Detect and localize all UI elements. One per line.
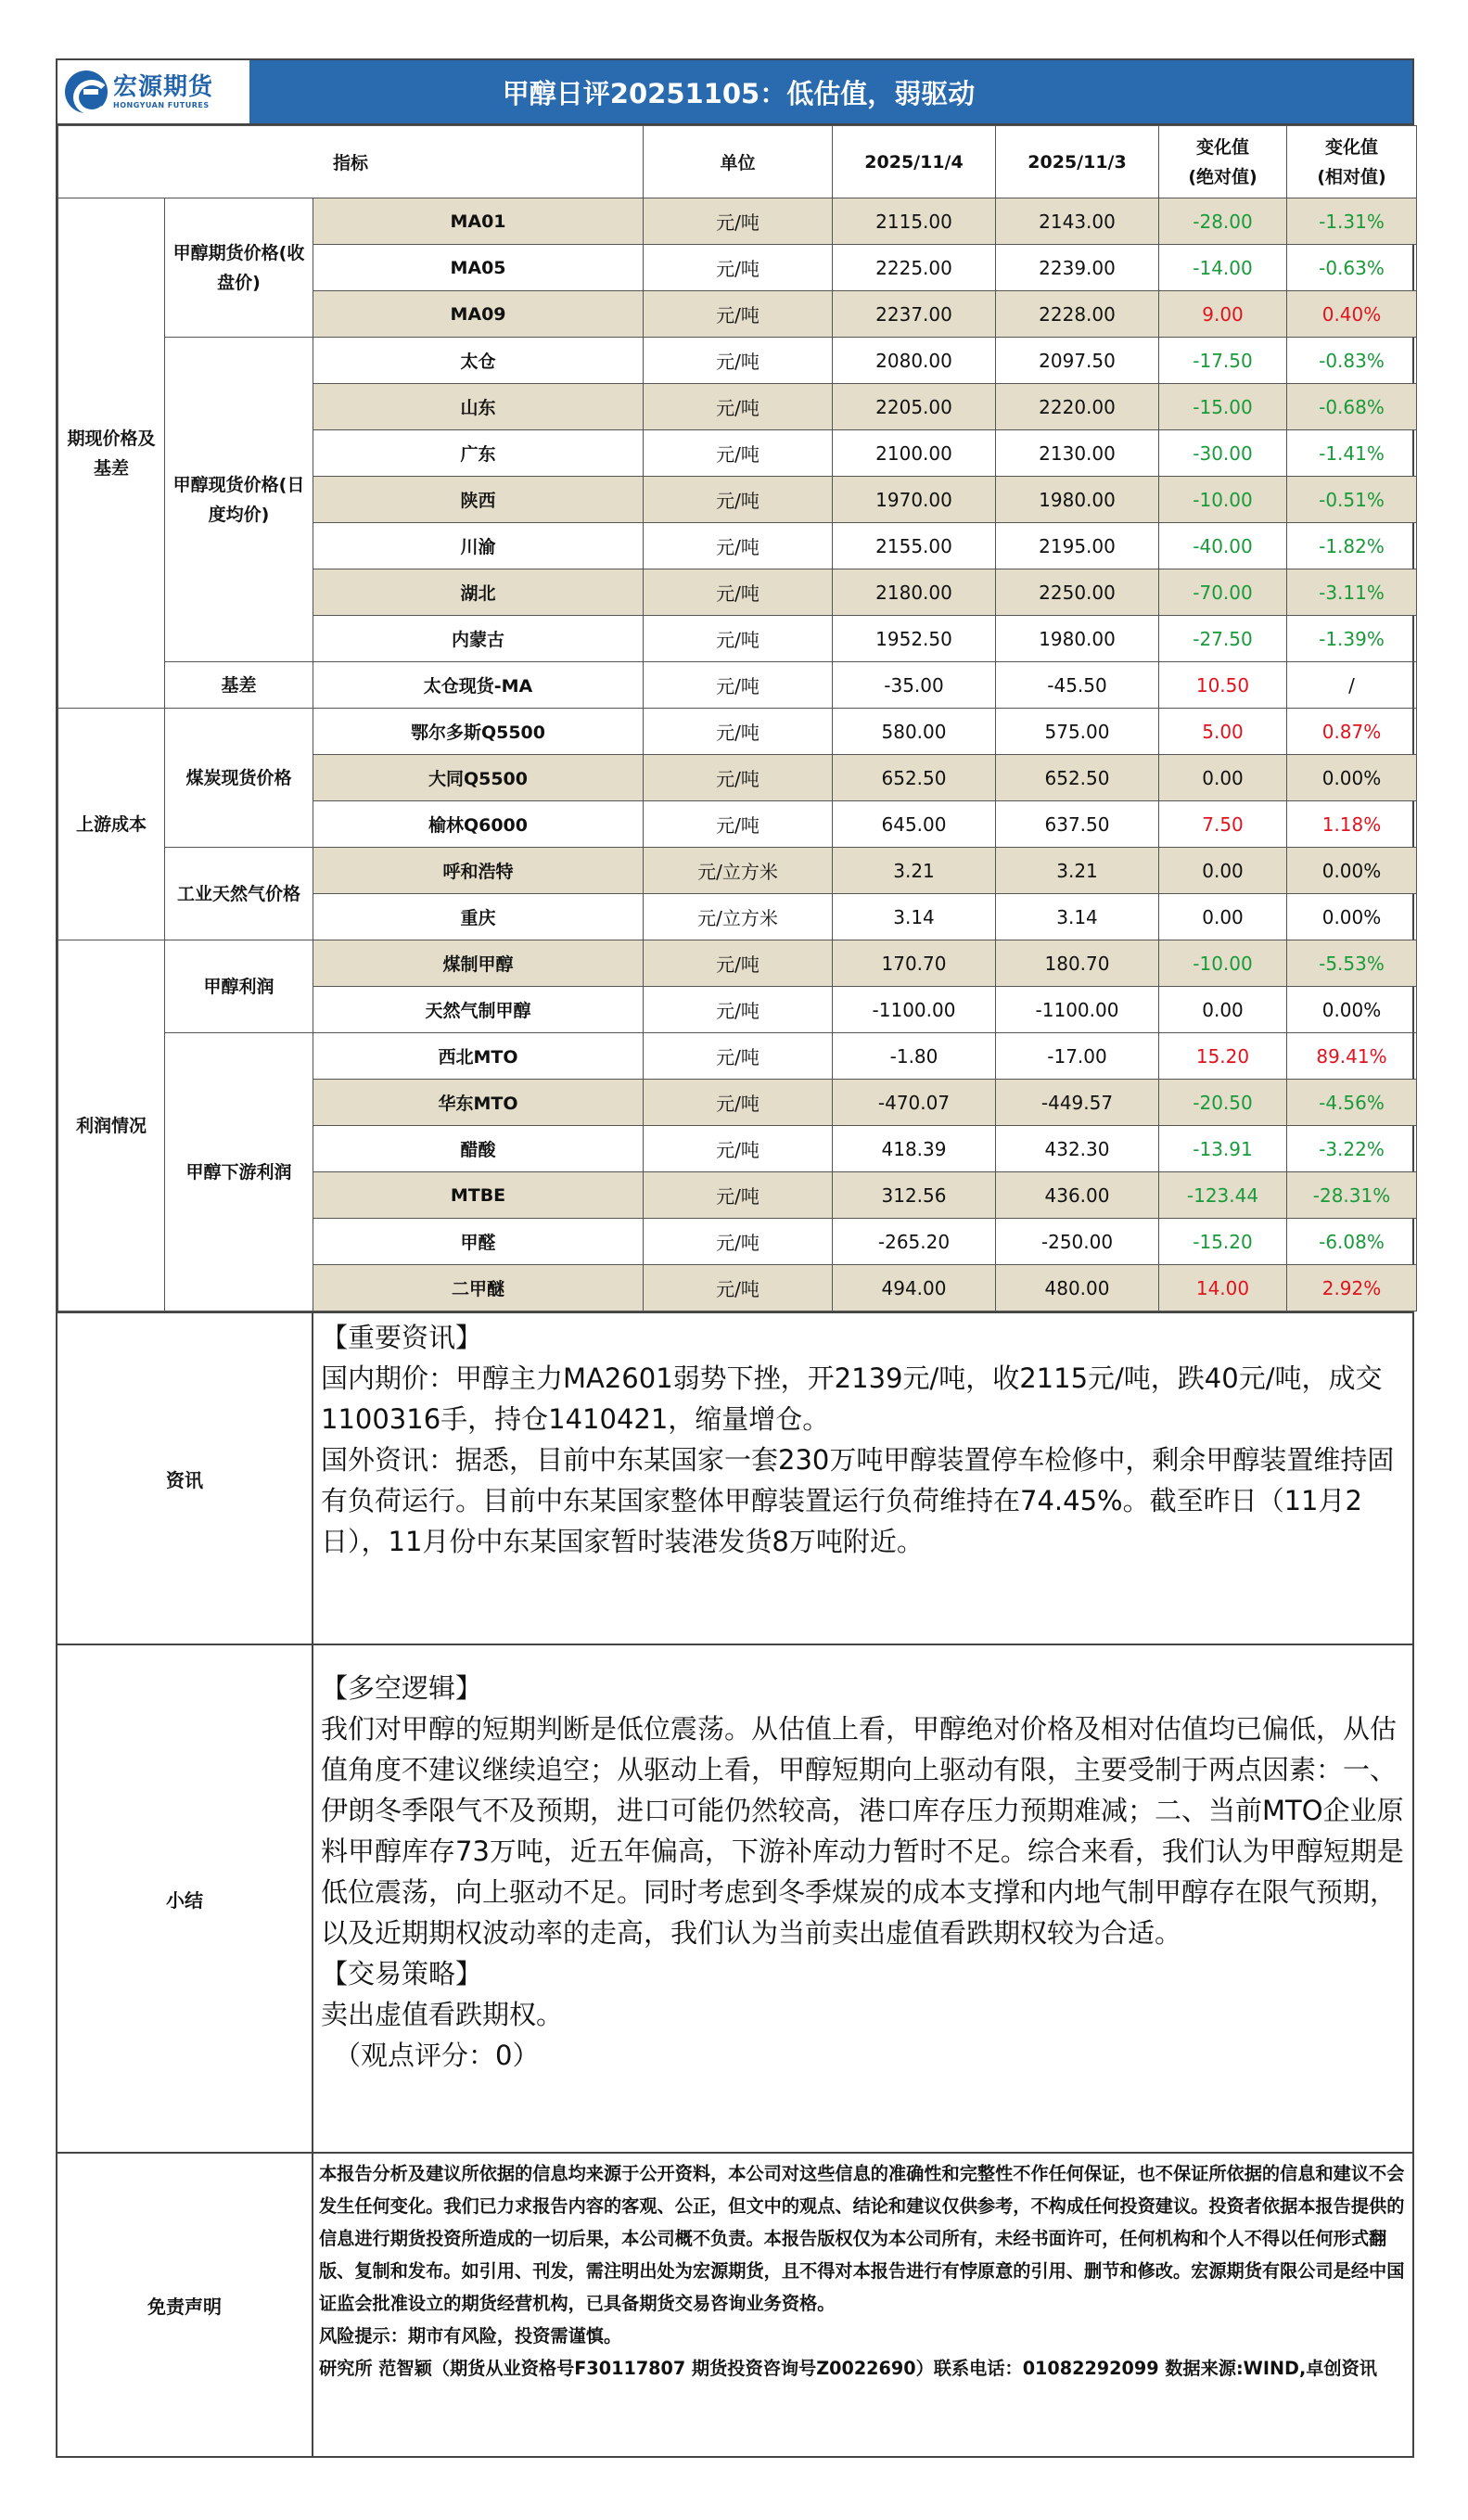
cell-date2: 3.21 [996,848,1159,894]
cell-change-abs: 0.00 [1159,987,1287,1033]
cell-indicator: 呼和浩特 [313,848,644,894]
cell-change-rel: -0.83% [1287,338,1417,384]
cell-change-rel: -1.39% [1287,616,1417,662]
cell-date1: 580.00 [833,709,996,755]
cell-change-abs: -10.00 [1159,477,1287,523]
cell-date1: -1100.00 [833,987,996,1033]
cell-date1: 652.50 [833,755,996,801]
col-date2: 2025/11/3 [996,126,1159,198]
cell-date1: 645.00 [833,801,996,848]
cell-change-rel: -0.51% [1287,477,1417,523]
cell-date2: 1980.00 [996,477,1159,523]
cell-date1: 1970.00 [833,477,996,523]
disclaimer-section [57,2152,1412,2456]
strategy-heading: 【交易策略】 [321,1958,483,1989]
cell-change-rel: 0.00% [1287,755,1417,801]
cell-date1: 2225.00 [833,245,996,291]
cell-unit: 元/吨 [644,662,833,709]
subgroup-futures: 甲醇期货价格(收盘价) [165,198,313,338]
subgroup-basis: 基差 [165,662,313,709]
cell-date2: 480.00 [996,1265,1159,1311]
cell-date1: 3.14 [833,894,996,940]
cell-date1: 170.70 [833,940,996,987]
cell-date2: 2143.00 [996,198,1159,245]
cell-change-abs: -40.00 [1159,523,1287,569]
cell-change-rel: -0.63% [1287,245,1417,291]
cell-date1: -265.20 [833,1219,996,1265]
cell-unit: 元/吨 [644,384,833,430]
cell-date2: 2228.00 [996,291,1159,338]
col-change-abs: 变化值 (绝对值) [1159,126,1287,198]
summary-body [313,1645,1412,2152]
cell-unit: 元/吨 [644,709,833,755]
disclaimer-text: 本报告分析及建议所依据的信息均来源于公开资料，本公司对这些信息的准确性和完整性不作任何保证，也不保证所依据的信息和建议不会发生任何变化。我们已力求报告内容的客观、公正，但文中的观点、结论和建议仅供参考，不构成任何投资建议。投资者依据本报告提供的信息进行期货投资所造成的一切后果，本公司概不负责。本报告版权仅为本公司所有，未经书面许可，任何机构和个人不得以任何形式翻版、复制和发布。如引用、刊发，需注明出处为宏源期货，且不得对本报告进行有悖原意的引用、删节和修改。宏源期货有限公司是经中国证监会批准设立的期货经营机构，已具备期货交易咨询业务资格。 [319,2163,1405,2314]
logic-heading: 【多空逻辑】 [321,1672,483,1704]
cell-unit: 元/吨 [644,338,833,384]
indicator-table [57,125,1417,1311]
cell-indicator: 榆林Q6000 [313,801,644,848]
cell-indicator: 湖北 [313,569,644,616]
subgroup-downstream-profit: 甲醇下游利润 [165,1033,313,1311]
table-row [58,848,1417,894]
group-spot: 期现价格及基差 [58,198,165,709]
cell-date2: 637.50 [996,801,1159,848]
cell-date1: -470.07 [833,1080,996,1126]
table-row [58,198,1417,245]
cell-date1: 2100.00 [833,430,996,477]
cell-unit: 元/吨 [644,1033,833,1080]
cell-change-rel: -1.41% [1287,430,1417,477]
cell-unit: 元/吨 [644,755,833,801]
logo-name: 宏源期货 [113,72,214,101]
subgroup-gas: 工业天然气价格 [165,848,313,940]
cell-unit: 元/吨 [644,291,833,338]
cell-date1: -1.80 [833,1033,996,1080]
cell-change-rel: / [1287,662,1417,709]
cell-change-abs: 14.00 [1159,1265,1287,1311]
cell-date2: 436.00 [996,1172,1159,1219]
cell-change-rel: -4.56% [1287,1080,1417,1126]
cell-change-abs: 0.00 [1159,848,1287,894]
cell-change-rel: -6.08% [1287,1219,1417,1265]
risk-text: 风险提示：期市有风险，投资需谨慎。 [319,2325,622,2347]
cell-date1: 1952.50 [833,616,996,662]
cell-date1: 2080.00 [833,338,996,384]
cell-date2: 575.00 [996,709,1159,755]
cell-unit: 元/吨 [644,987,833,1033]
cell-change-rel: -3.22% [1287,1126,1417,1172]
news-domestic: 国内期价：甲醇主力MA2601弱势下挫，开2139元/吨，收2115元/吨，跌40元/吨，成交1100316手，持仓1410421，缩量增仓。 [321,1362,1383,1435]
cell-change-rel: -28.31% [1287,1172,1417,1219]
group-upstream: 上游成本 [58,709,165,940]
logo-icon [65,70,108,113]
col-indicator: 指标 [58,126,644,198]
cell-unit: 元/吨 [644,1126,833,1172]
cell-date2: 652.50 [996,755,1159,801]
table-row [58,1033,1417,1080]
cell-change-rel: 89.41% [1287,1033,1417,1080]
cell-date2: -1100.00 [996,987,1159,1033]
cell-date2: 2130.00 [996,430,1159,477]
cell-change-rel: -1.82% [1287,523,1417,569]
cell-change-abs: 0.00 [1159,894,1287,940]
cell-date2: 2195.00 [996,523,1159,569]
cell-indicator: 鄂尔多斯Q5500 [313,709,644,755]
cell-date1: 2115.00 [833,198,996,245]
cell-date1: 418.39 [833,1126,996,1172]
logic-text: 我们对甲醇的短期判断是低位震荡。从估值上看，甲醇绝对价格及相对估值均已偏低，从估值角度不建议继续追空；从驱动上看，甲醇短期向上驱动有限，主要受制于两点因素：一、伊朗冬季限气不及预期，进口可能仍然较高，港口库存压力预期难减；二、当前MTO企业原料甲醇库存73万吨，近五年偏高，下游补库动力暂时不足。综合来看，我们认为甲醇短期是低位震荡，向上驱动不足。同时考虑到冬季煤炭的成本支撑和内地气制甲醇存在限气预期，以及近期期权波动率的走高，我们认为当前卖出虚值看跌期权较为合适。 [321,1713,1404,1949]
cell-change-abs: 15.20 [1159,1033,1287,1080]
cell-date1: 2180.00 [833,569,996,616]
cell-indicator: 内蒙古 [313,616,644,662]
cell-date1: 312.56 [833,1172,996,1219]
cell-change-abs: 7.50 [1159,801,1287,848]
cell-indicator: 西北MTO [313,1033,644,1080]
news-label: 资讯 [57,1313,313,1644]
cell-date1: 2155.00 [833,523,996,569]
cell-indicator: 广东 [313,430,644,477]
cell-change-abs: -28.00 [1159,198,1287,245]
cell-change-rel: 0.87% [1287,709,1417,755]
cell-change-abs: -17.50 [1159,338,1287,384]
cell-change-abs: -20.50 [1159,1080,1287,1126]
cell-date1: 2237.00 [833,291,996,338]
group-profit: 利润情况 [58,940,165,1311]
cell-unit: 元/吨 [644,801,833,848]
title-bar [57,60,1412,125]
cell-indicator: 山东 [313,384,644,430]
cell-indicator: 华东MTO [313,1080,644,1126]
cell-date2: 2239.00 [996,245,1159,291]
cell-date2: 1980.00 [996,616,1159,662]
cell-change-rel: 2.92% [1287,1265,1417,1311]
cell-change-rel: 0.00% [1287,894,1417,940]
company-logo [57,60,250,123]
cell-unit: 元/吨 [644,569,833,616]
cell-unit: 元/吨 [644,245,833,291]
cell-indicator: 川渝 [313,523,644,569]
cell-change-abs: -15.00 [1159,384,1287,430]
cell-change-rel: 0.00% [1287,848,1417,894]
cell-change-abs: -123.44 [1159,1172,1287,1219]
cell-date1: 2205.00 [833,384,996,430]
disclaimer-label: 免责声明 [57,2154,313,2456]
cell-change-rel: 0.40% [1287,291,1417,338]
cell-date1: -35.00 [833,662,996,709]
cell-unit: 元/吨 [644,1172,833,1219]
cell-change-abs: -15.20 [1159,1219,1287,1265]
col-date1: 2025/11/4 [833,126,996,198]
cell-date2: 2220.00 [996,384,1159,430]
cell-date2: 2097.50 [996,338,1159,384]
cell-indicator: MA05 [313,245,644,291]
cell-date2: -17.00 [996,1033,1159,1080]
cell-indicator: 大同Q5500 [313,755,644,801]
cell-change-rel: -5.53% [1287,940,1417,987]
cell-change-rel: -0.68% [1287,384,1417,430]
cell-change-rel: 0.00% [1287,987,1417,1033]
cell-unit: 元/吨 [644,523,833,569]
cell-change-abs: -70.00 [1159,569,1287,616]
cell-change-abs: -27.50 [1159,616,1287,662]
cell-indicator: 重庆 [313,894,644,940]
cell-change-abs: -10.00 [1159,940,1287,987]
cell-date2: 180.70 [996,940,1159,987]
news-body [313,1313,1412,1644]
cell-unit: 元/吨 [644,616,833,662]
summary-label: 小结 [57,1645,313,2152]
cell-date2: 2250.00 [996,569,1159,616]
table-header-row [58,126,1417,198]
cell-date1: 3.21 [833,848,996,894]
cell-change-abs: 0.00 [1159,755,1287,801]
cell-date2: -449.57 [996,1080,1159,1126]
cell-change-abs: -13.91 [1159,1126,1287,1172]
cell-unit: 元/吨 [644,1219,833,1265]
news-section [57,1311,1412,1644]
col-change-rel: 变化值 (相对值) [1287,126,1417,198]
cell-change-rel: -3.11% [1287,569,1417,616]
cell-unit: 元/吨 [644,1265,833,1311]
cell-indicator: MA01 [313,198,644,245]
strategy-text: 卖出虚值看跌期权。 [321,1999,564,2030]
cell-change-abs: 9.00 [1159,291,1287,338]
subgroup-methanol-profit: 甲醇利润 [165,940,313,1033]
report-title: 甲醇日评20251105：低估值，弱驱动 [502,77,976,109]
author-text: 研究所 范智颖（期货从业资格号F30117807 期货投资咨询号Z0022690）联系电话：01082292099 数据来源:WIND,卓创资讯 [319,2358,1377,2379]
cell-date2: -45.50 [996,662,1159,709]
cell-date2: 432.30 [996,1126,1159,1172]
cell-change-abs: 5.00 [1159,709,1287,755]
cell-unit: 元/立方米 [644,894,833,940]
cell-change-rel: -1.31% [1287,198,1417,245]
cell-indicator: 陕西 [313,477,644,523]
news-foreign: 国外资讯：据悉，目前中东某国家一套230万吨甲醇装置停车检修中，剩余甲醇装置维持固有负荷运行。目前中东某国家整体甲醇装置运行负荷维持在74.45%。截至昨日（11月2日），11月份中东某国家暂时装港发货8万吨附近。 [321,1444,1395,1557]
table-row [58,662,1417,709]
cell-unit: 元/吨 [644,1080,833,1126]
disclaimer-body [313,2154,1412,2456]
cell-change-abs: 10.50 [1159,662,1287,709]
news-heading: 【重要资讯】 [321,1322,483,1353]
score-text: （观点评分：0） [334,2040,540,2071]
cell-unit: 元/立方米 [644,848,833,894]
cell-indicator: 煤制甲醇 [313,940,644,987]
cell-indicator: 甲醛 [313,1219,644,1265]
table-row [58,709,1417,755]
cell-indicator: 太仓现货-MA [313,662,644,709]
cell-change-abs: -30.00 [1159,430,1287,477]
cell-indicator: 太仓 [313,338,644,384]
cell-indicator: 醋酸 [313,1126,644,1172]
table-row [58,940,1417,987]
logo-english: HONGYUAN FUTURES [113,100,210,109]
cell-indicator: MA09 [313,291,644,338]
cell-date1: 494.00 [833,1265,996,1311]
report-sheet [56,58,1414,2458]
subgroup-spot: 甲醇现货价格(日度均价) [165,338,313,662]
cell-indicator: 二甲醚 [313,1265,644,1311]
cell-unit: 元/吨 [644,430,833,477]
cell-unit: 元/吨 [644,940,833,987]
cell-indicator: MTBE [313,1172,644,1219]
col-unit: 单位 [644,126,833,198]
cell-change-rel: 1.18% [1287,801,1417,848]
cell-unit: 元/吨 [644,477,833,523]
cell-change-abs: -14.00 [1159,245,1287,291]
summary-section [57,1644,1412,2152]
cell-indicator: 天然气制甲醇 [313,987,644,1033]
cell-unit: 元/吨 [644,198,833,245]
subgroup-coal: 煤炭现货价格 [165,709,313,848]
table-row [58,338,1417,384]
cell-date2: -250.00 [996,1219,1159,1265]
cell-date2: 3.14 [996,894,1159,940]
